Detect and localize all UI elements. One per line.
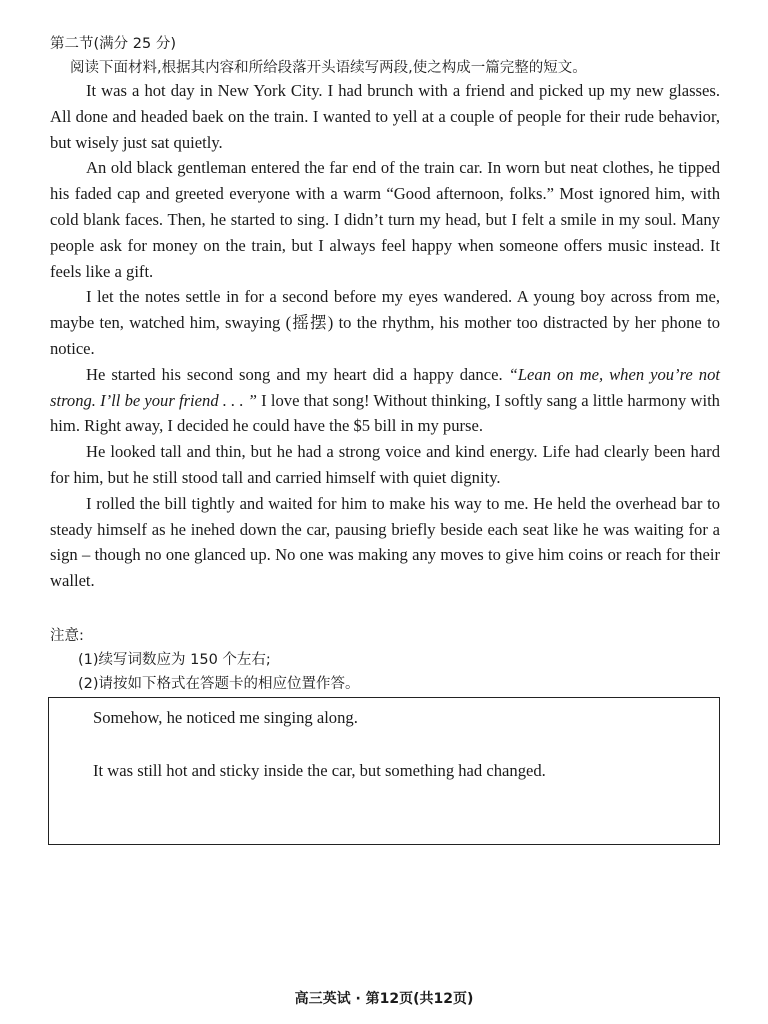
answer-box — [48, 697, 720, 845]
note-word-count: (1)续写词数应为 150 个左右; — [78, 652, 271, 668]
story-paragraph-4 — [50, 362, 720, 439]
story-paragraph-4-start: He started his second song and my heart did a happy dance. — [86, 364, 509, 384]
story-paragraph-4-end: I love that song! Without thinking, I softly sang a little harmony with him. Right away, I decided he could have the $5 bill in my purse. — [50, 390, 720, 436]
paragraph-opener-1: Somehow, he noticed me singing along. — [93, 708, 358, 727]
paragraph-opener-2: It was still hot and sticky inside the car, but something had changed. — [93, 761, 546, 780]
story-paragraph-6: I rolled the bill tightly and waited for him to make his way to me. He held the overhead bar to steady himself as he inehed down the car, pausing briefly beside each seat like he was waiting for a sign – though no one glanced up. No one was making any moves to give him coins or reach for their wallet. — [50, 493, 720, 591]
section-title: 第二节(满分 25 分) — [50, 36, 176, 52]
notes-section — [50, 624, 360, 696]
story-paragraph-1: It was a hot day in New York City. I had brunch with a friend and picked up my new glasses. All done and headed baek on the train. I wanted to yell at a couple of people for their rude behavior, but wisely just sat quietly. — [50, 81, 720, 152]
notes-heading: 注意: — [50, 628, 84, 644]
story-paragraph-2: An old black gentleman entered the far end of the train car. In worn but neat clothes, he tipped his faded cap and greeted everyone with a warm “Good afternoon, folks.” Most ignored him, with cold blank faces. Then, he started to sing. I didn’t turn my head, but I felt a smile in my soul. Many people ask for money on the train, but I always feel happy when someone offers music instead. It feels like a gift. — [50, 158, 720, 281]
story-paragraph-5: He looked tall and thin, but he had a strong voice and kind energy. Life had clearly been hard for him, but he still stood tall and carried himself with quiet dignity. — [50, 442, 720, 487]
song-lyrics: “Lean on me, when you’re not strong. I’ll be your friend . . . ” — [50, 364, 720, 410]
story-paragraph-3: I let the notes settle in for a second before my eyes wandered. A young boy across from me, maybe ten, watched him, swaying (摇摆) to the rhythm, his mother too distracted by her phone to notice. — [50, 287, 720, 358]
story-text — [50, 78, 720, 594]
page-footer: 高三英试 · 第12页(共12页) — [294, 991, 474, 1007]
task-instruction: 阅读下面材料,根据其内容和所给段落开头语续写两段,使之构成一篇完整的短文。 — [70, 60, 587, 76]
note-format: (2)请按如下格式在答题卡的相应位置作答。 — [78, 676, 360, 692]
